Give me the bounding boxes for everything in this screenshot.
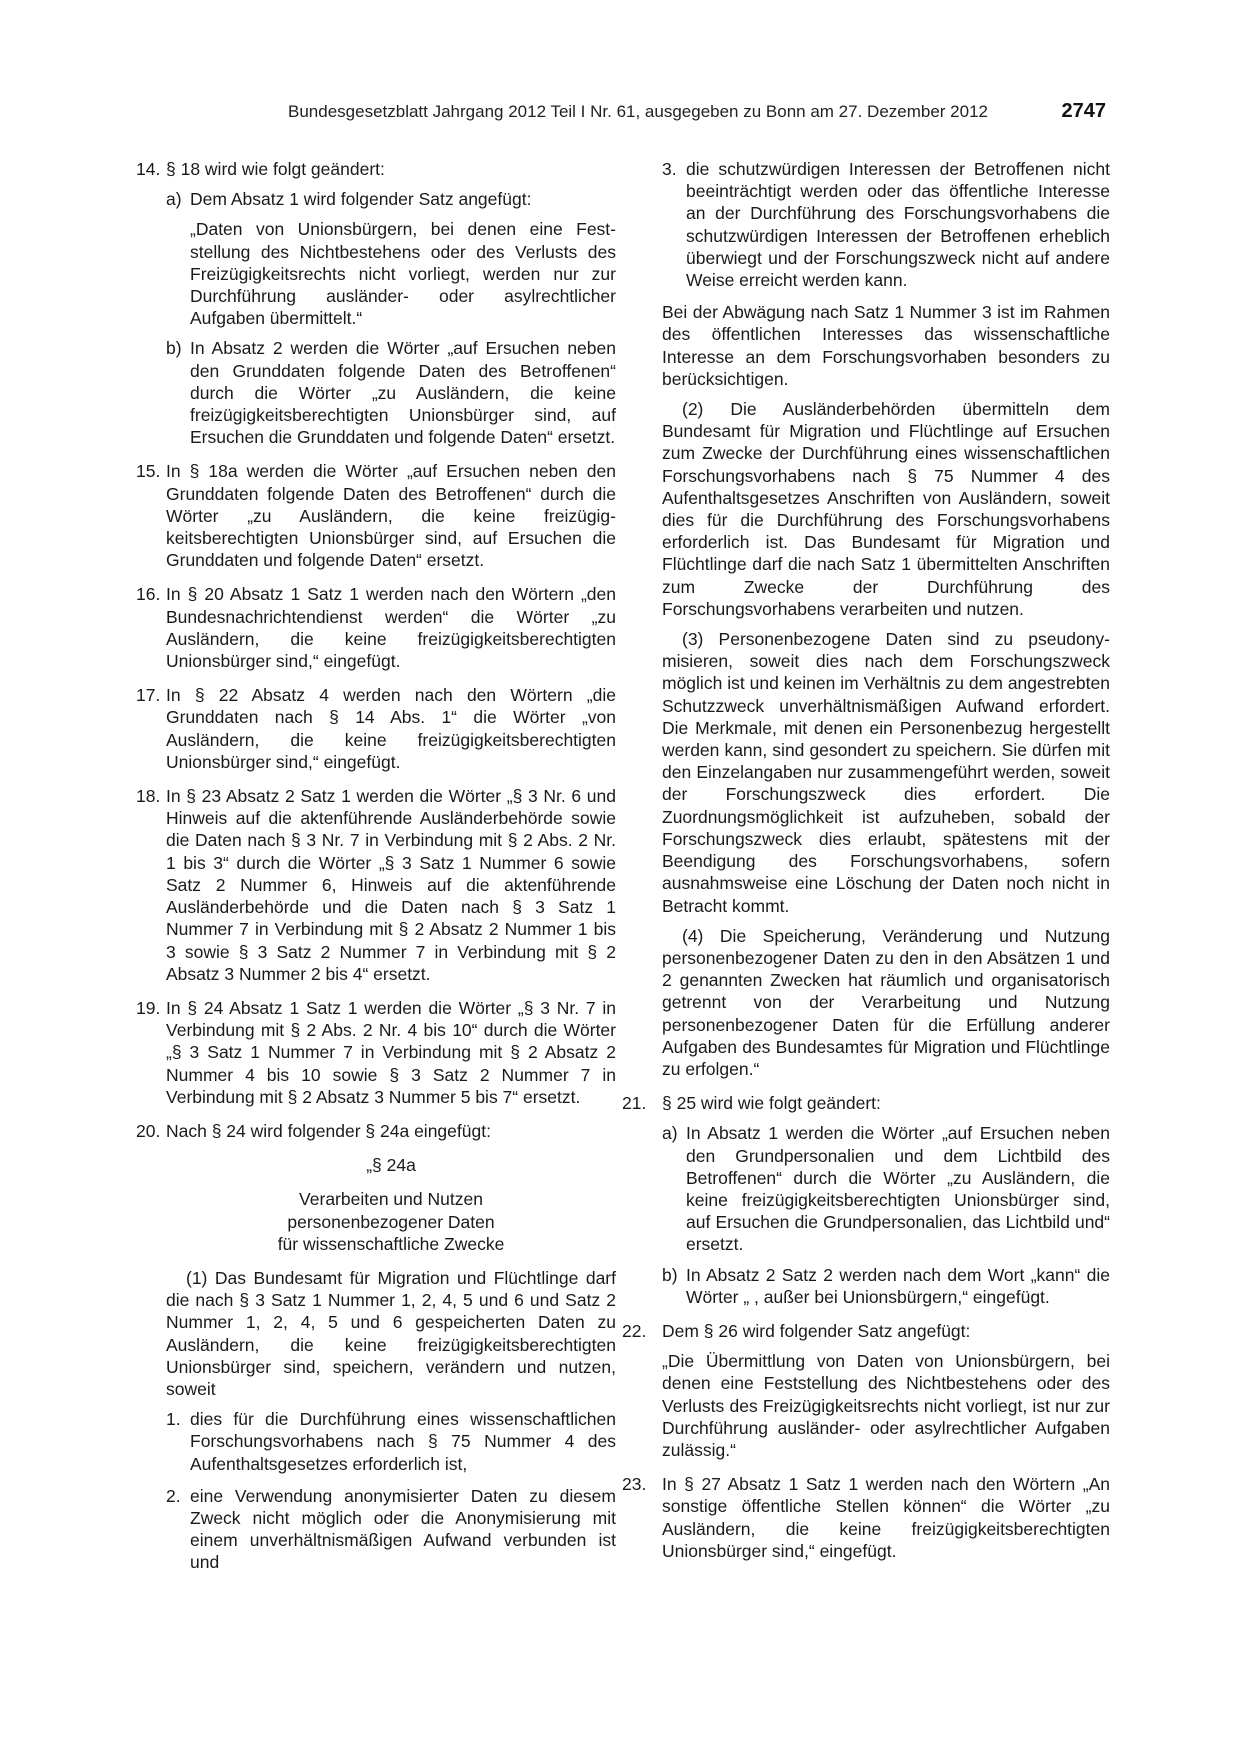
item-number: 15. [136,461,161,482]
condition-text: dies für die Durchführung eines wissenschaftlichen Forschungsvorhabens nach § 75 Nummer 4 des Aufenthaltsgesetzes erforderlich ist, [190,1409,616,1474]
item-body [662,1092,1110,1308]
list-item [136,460,616,571]
paragraph-4: (4) Die Speicherung, Veränderung und Nutzung personenbezogener Daten zu den in den Absätzen 1 und 2 genannten Zwecken hat räumlich und organisatorisch getrennt von der Verarbeitung und Nutzung personenbezogener Daten für die Erfüllung anderer Aufgaben des Bundesamtes für Migration und Flüchtlinge zu erfolgen.“ [662,925,1110,1079]
item-number: 16. [136,584,161,605]
condition-text: die schutzwürdigen Interessen der Betroffenen nicht beeinträchtigt werden oder das öffentliche Interesse an der Durchführung des Forschungsvorhabens die schutzwürdigen Interessen der Betroffenen erheblich überwiegt und der Forschungszweck nicht auf andere Weise erreicht werden kann. [686,159,1110,291]
item-text: In § 24 Absatz 1 Satz 1 werden die Wörter „§ 3 Nr. 7 in Verbindung mit § 2 Abs. 2 Nr. 4 bis 10“ durch die Wörter „§ 3 Satz 1 Nummer 7 in Verbindung mit § 2 Absatz 2 Nummer 4 bis 10 sowie § 3 Satz 2 Nummer 7 in Verbindung mit § 2 Absatz 3 Nummer 5 bis 7“ ersetzt. [166,997,616,1107]
item-text: Nach § 24 wird folgender § 24a eingefügt: [166,1120,491,1141]
item-text: § 25 wird wie folgt geändert: [662,1093,881,1114]
item-text: In § 18a werden die Wörter „auf Ersuchen neben den Grunddaten folgende Daten des Betroffenen“ durch die Wörter „zu Ausländern, die keine freizügigkeitsberechtigten Unionsbürger sind, auf Ersuchen die Grunddaten und folgende Daten“ ersetzt. [166,461,616,571]
sub-text: Dem Absatz 1 wird folgender Satz angefügt: [190,189,532,210]
condition-number: 2. [166,1485,181,1506]
sub-letter: b) [662,1264,678,1285]
item-body [662,1320,1110,1461]
running-header: Bundesgesetzblatt Jahrgang 2012 Teil I Nr. 61, ausgegeben zu Bonn am 27. Dezember 2012 [288,102,988,121]
item-number: 21. [622,1093,647,1114]
sub-item [662,1122,1110,1255]
condition-number: 3. [662,159,677,179]
section-title-line: für wissenschaftliche Zwecke [277,1233,505,1254]
condition-number: 1. [166,1409,181,1430]
numbered-condition [662,158,1110,291]
item-text: In § 27 Absatz 1 Satz 1 werden nach den Wörtern „An sonstige öffentliche Stellen können“ die Wörter „zu Ausländern, die keine freizügigkeitsberechtigten Unionsbürger sind,“ eingefügt. [662,1474,1110,1561]
page-number: 2747 [1061,100,1106,122]
item-text: Dem § 26 wird folgender Satz angefügt: [662,1320,971,1341]
paragraph-3: (3) Personenbezogene Daten sind zu pseudonymisieren, soweit dies nach dem Forschungszweck möglich ist und keinen im Verhältnis zu dem angestrebten Schutzzweck unverhältnismäßigen Aufwand erfordert. Die Merkmale, mit denen ein Personenbezug hergestellt werden kann, sind gesondert zu speichern. Sie dürfen mit den Einzelangaben nur zusammengeführt werden, soweit der Forschungszweck dies erfordert. Die Zuordnungsmöglichkeit ist aufzuheben, sobald der Forschungszweck dies erlaubt, spätestens mit der Beendigung des Forschungsvorhabens, sofern ausnahmsweise eine Löschung der Daten noch nicht in Betracht kommt. [662,629,1110,916]
list-item [622,1473,1110,1562]
item-text: In § 22 Absatz 4 werden nach den Wörtern „die Grunddaten nach § 14 Abs. 1“ die Wörter „von Ausländern, die keine freizügigkeitsberechtigten Unionsbürger sind,“ eingefügt. [166,685,616,772]
paragraph-1: (1) Das Bundesamt für Migration und Flüchtlinge darf die nach § 3 Satz 1 Nummer 1, 2, 4, 5 und 6 und Satz 2 Nummer 1, 2, 4, 5 und 6 gespeicherten Daten zu Ausländern, die keine freizügigkeitsberechtigten Unionsbürger sind, speichern, verändern und nutzen, soweit [166,1267,616,1399]
list-item [136,1120,616,1584]
item-number: 22. [622,1320,647,1341]
sub-text: In Absatz 1 werden die Wörter „auf Ersuchen neben den Grundpersonalien und dem Lichtbild des Betroffenen“ durch die Wörter „zu Ausländern, die keine freizügigkeitsberechtigten Unionsbürger sind, auf Ersuchen die Grundpersonalien, das Lichtbild und“ ersetzt. [686,1123,1110,1255]
item-number: 17. [136,685,161,706]
sub-letter: a) [166,189,182,210]
list-item [622,1092,1110,1308]
item-text: In § 20 Absatz 1 Satz 1 werden nach den Wörtern „den Bundesnachrichtendienst werden“ die Wörter „zu Ausländern, die keine freizügigkeitsberechtigten Unionsbürger sind,“ eingefügt. [166,584,616,672]
sub-letter: b) [166,338,182,359]
section-number: „§ 24a [366,1155,416,1176]
item-text: § 18 wird wie folgt geändert: [166,159,385,179]
item-number: 14. [136,159,161,179]
inserted-sentence: „Daten von Unionsbürgern, bei denen eine Feststellung des Nichtbestehens oder des Verlusts des Freizügigkeitsrechts nicht vorliegt, werden nur zur Durchführung ausländer- oder asylrechtlicher Aufgaben übermittelt.“ [190,219,616,329]
item-number: 20. [136,1120,161,1141]
numbered-condition [166,1485,616,1574]
item-number: 23. [622,1474,647,1495]
sub-letter: a) [662,1123,678,1144]
paragraph-2: (2) Die Ausländerbehörden übermitteln dem Bundesamt für Migration und Flüchtlinge auf Ersuchen zum Zwecke der Durchführung eines wissenschaftlichen Forschungsvorhabens nach § 75 Nummer 4 des Aufenthaltsgesetzes Anschriften von Ausländern, soweit dies für die Durchführung des Forschungsvorhabens erforderlich ist. Das Bundesamt für Migration und Flüchtlinge darf die nach Satz 1 übermittelten Anschriften zum Zwecke der Durchführung des Forschungsvorhabens verarbeiten und nutzen. [662,399,1110,619]
left-column [136,158,616,1596]
section-title [166,1188,616,1255]
section-title-line: Verarbeiten und Nutzen [299,1189,483,1210]
sub-item [166,188,616,210]
page-header [140,100,1106,126]
section-title-line: personenbezogener Daten [287,1211,495,1232]
inserted-sentence: „Die Übermittlung von Daten von Unionsbürgern, bei denen eine Feststellung des Nichtbestehens oder des Verlusts des Freizügigkeitsrechts nicht vorliegt, ist nur zur Durchführung ausländer- oder asylrechtlicher Aufgaben zulässig.“ [662,1351,1110,1460]
sub-text: In Absatz 2 Satz 2 werden nach dem Wort „kann“ die Wörter „ , außer bei Unionsbürgern,“ eingefügt. [686,1264,1110,1307]
item-number: 18. [136,786,161,807]
sub-item [662,1264,1110,1308]
numbered-condition [166,1408,616,1475]
item-number: 19. [136,997,161,1018]
condition-text: eine Verwendung anonymisierter Daten zu diesem Zweck nicht möglich oder die Anonymisierung mit einem unverhältnismäßigen Aufwand verbunden ist und [190,1485,616,1573]
weighing-paragraph: Bei der Abwägung nach Satz 1 Nummer 3 ist im Rahmen des öffentlichen Interesses das wissenschaftliche Interesse an dem Forschungsvorhaben besonders zu berücksichtigen. [662,302,1110,389]
list-item [136,684,616,773]
list-item [136,583,616,672]
list-item [136,158,616,448]
sub-item [166,337,616,448]
item-text: In § 23 Absatz 2 Satz 1 werden die Wörter „§ 3 Nr. 6 und Hinweis auf die aktenführende Ausländerbehörde sowie die Daten nach § 3 Nr. 7 in Verbindung mit § 2 Abs. 2 Nr. 1 bis 3“ durch die Wörter „§ 3 Satz 1 Nummer 6 sowie Satz 2 Nummer 6, Hinweis auf die aktenführende Ausländerbehörde und die Daten nach § 3 Satz 1 Nummer 7 in Verbindung mit § 2 Absatz 2 Nummer 1 bis 3 sowie § 3 Satz 2 Nummer 7 in Verbindung mit § 2 Absatz 3 Nummer 2 bis 4“ ersetzt. [166,786,616,984]
right-column [622,158,1110,1574]
list-item [136,997,616,1108]
sub-text: In Absatz 2 werden die Wörter „auf Ersuchen neben den Grunddaten folgende Daten des Betroffenen“ durch die Wörter „zu Ausländern, die keine freizügigkeitsberechtigten Unionsbürger sind, auf Ersuchen die Grunddaten und folgende Daten“ ersetzt. [190,338,616,448]
item-body [166,158,616,448]
list-item [622,1320,1110,1461]
item-body [166,1120,616,1584]
list-item [136,785,616,985]
